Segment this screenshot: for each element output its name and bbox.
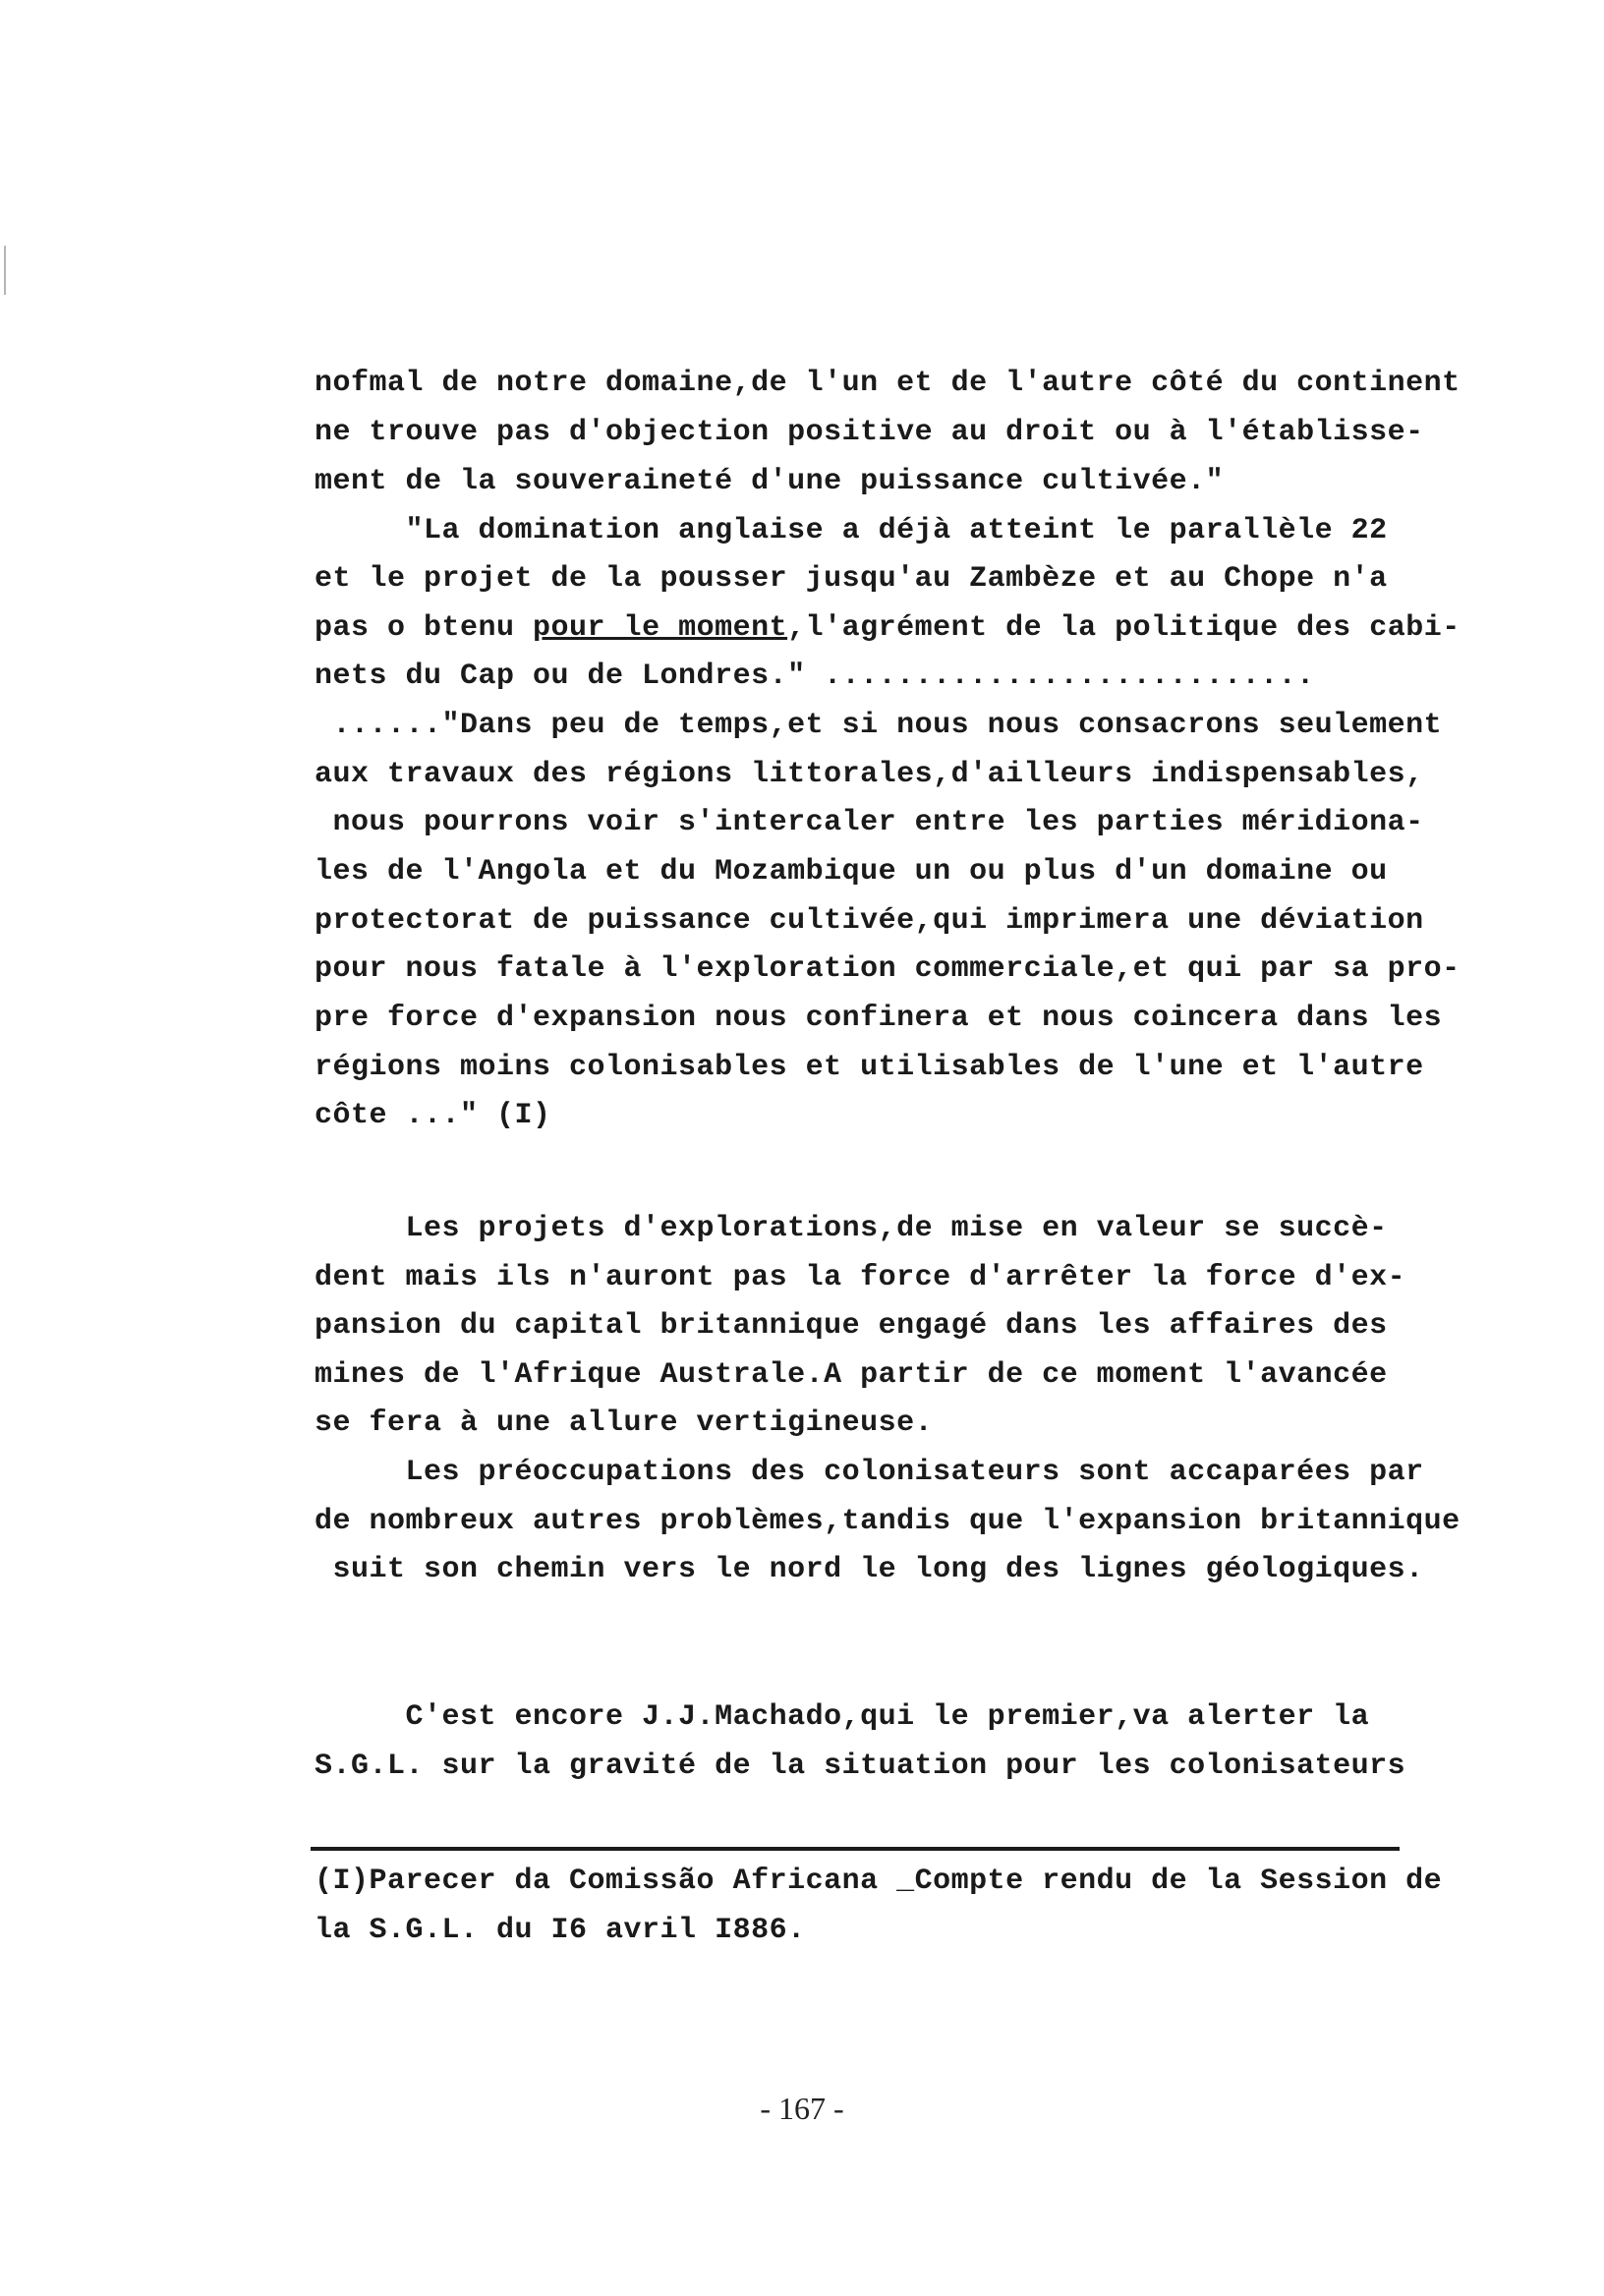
text-line: les de l'Angola et du Mozambique un ou plus d'un domaine ou <box>315 855 1388 889</box>
text-line: se fera à une allure vertigineuse. <box>315 1406 934 1440</box>
text-line: Les préoccupations des colonisateurs sont accaparées par <box>315 1456 1424 1489</box>
text-line: ......"Dans peu de temps,et si nous nous consacrons seulement <box>315 709 1443 742</box>
underlined-phrase: pour le moment <box>533 611 788 645</box>
text-line: dent mais ils n'auront pas la force d'arrêter la force d'ex- <box>315 1261 1406 1294</box>
text-line: protectorat de puissance cultivée,qui imprimera une déviation <box>315 904 1424 938</box>
text-line: pansion du capital britannique engagé dans les affaires des <box>315 1309 1388 1343</box>
text-line: C'est encore J.J.Machado,qui le premier,va alerter la <box>315 1700 1370 1734</box>
scan-margin-mark <box>4 246 6 295</box>
text-line: suit son chemin vers le nord le long des lignes géologiques. <box>315 1553 1424 1586</box>
text-line: côte ..." (I) <box>315 1099 551 1132</box>
text-line: S.G.L. sur la gravité de la situation pour les colonisateurs <box>315 1750 1406 1783</box>
text-line: nets du Cap ou de Londres." ........................... <box>315 660 1315 693</box>
text-line: et le projet de la pousser jusqu'au Zambèze et au Chope n'a <box>315 562 1388 596</box>
text-line: régions moins colonisables et utilisables de l'une et l'autre <box>315 1051 1424 1084</box>
text-line: pre force d'expansion nous confinera et nous coincera dans les <box>315 1002 1443 1035</box>
footnote-line: la S.G.L. du I6 avril I886. <box>315 1914 806 1947</box>
text-line: nofmal de notre domaine,de l'un et de l'autre côté du continent <box>315 367 1461 400</box>
page-number: - 167 - <box>760 2091 844 2126</box>
text-segment: ,l'agrément de la politique des cabi- <box>787 611 1461 645</box>
text-line: nous pourrons voir s'intercaler entre les parties méridiona- <box>315 806 1424 839</box>
text-line: de nombreux autres problèmes,tandis que l'expansion britannique <box>315 1505 1461 1538</box>
text-line: aux travaux des régions littorales,d'ailleurs indispensables, <box>315 758 1424 791</box>
text-line: pour nous fatale à l'exploration commerciale,et qui par sa pro- <box>315 952 1461 986</box>
text-line: Les projets d'explorations,de mise en valeur se succè- <box>315 1212 1388 1245</box>
footnote-rule <box>311 1847 1400 1851</box>
text-line: ne trouve pas d'objection positive au droit ou à l'établisse- <box>315 416 1424 449</box>
text-line: mines de l'Afrique Australe.A partir de ce moment l'avancée <box>315 1358 1388 1392</box>
footnote-line: (I)Parecer da Comissão Africana _Compte rendu de la Session de <box>315 1865 1443 1898</box>
text-line: "La domination anglaise a déjà atteint le parallèle 22 <box>315 514 1388 547</box>
text-line: ment de la souveraineté d'une puissance cultivée." <box>315 465 1225 498</box>
text-line <box>315 611 1461 645</box>
text-segment: pas o btenu <box>315 611 534 645</box>
